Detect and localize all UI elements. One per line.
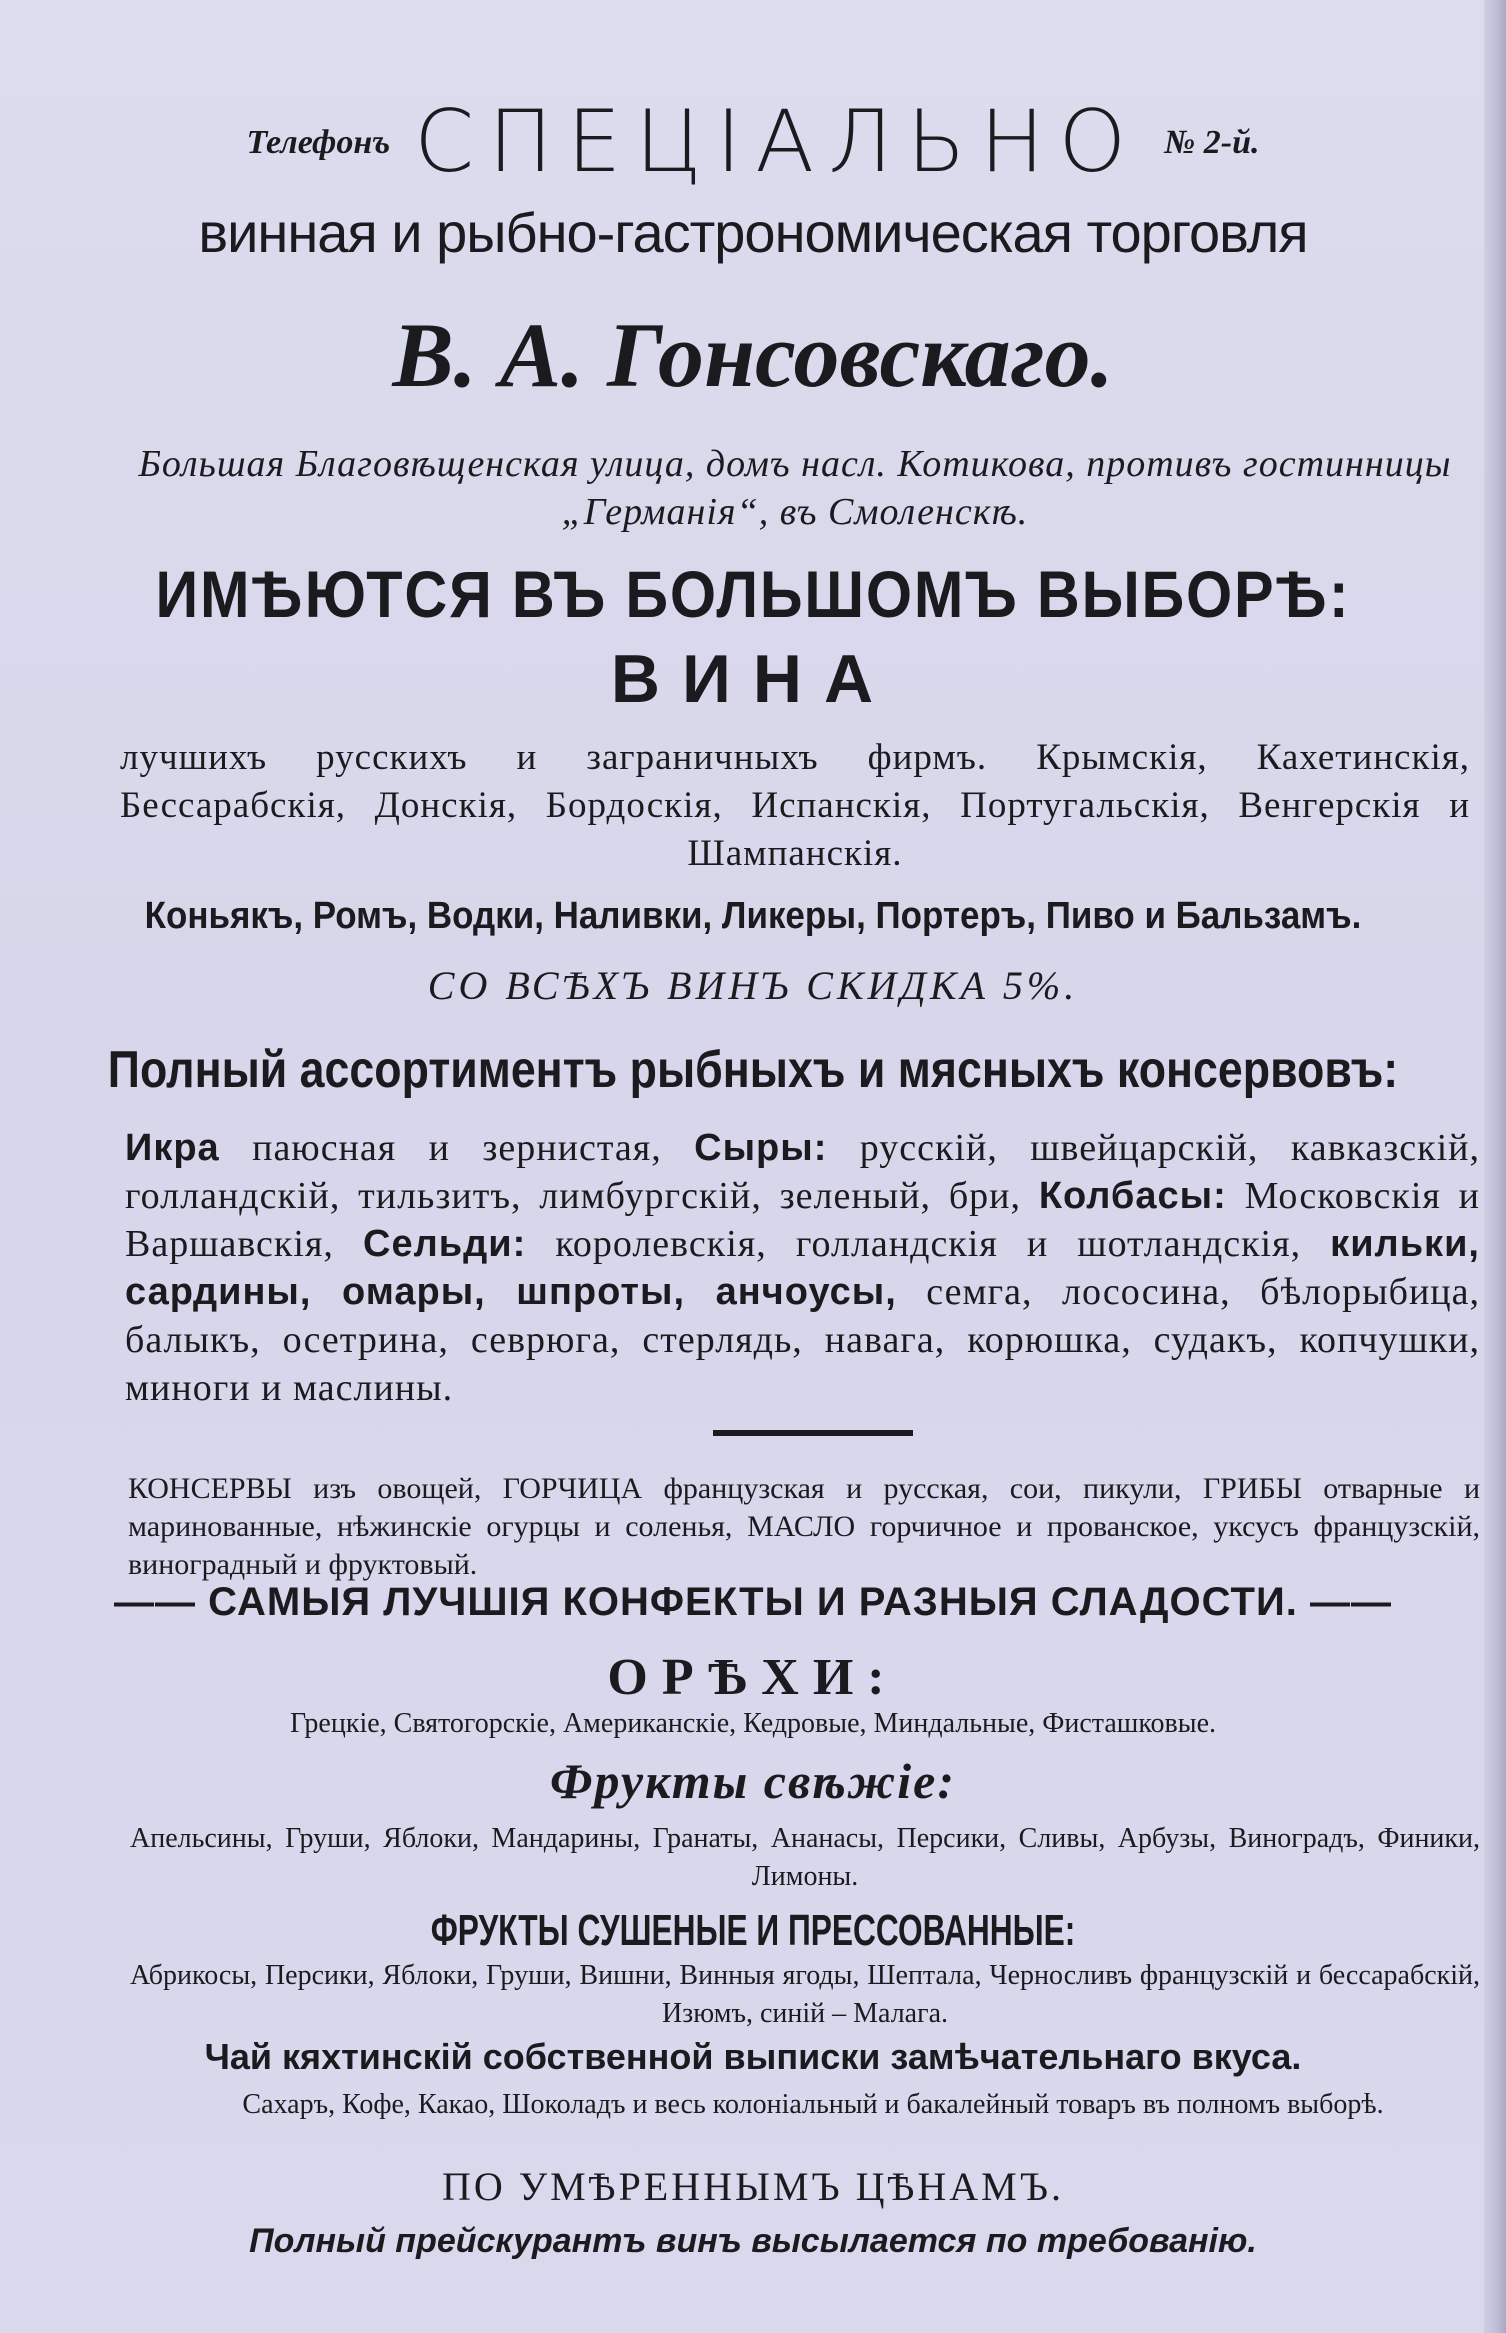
sweets-heading: —— САМЫЯ ЛУЧШІЯ КОНФЕКТЫ И РАЗНЫЯ СЛАДОСТИ. —— <box>114 1580 1392 1624</box>
phone-label: Телефонъ <box>246 124 391 161</box>
canned-ikra-text: паюсная и зернистая, <box>219 1127 695 1169</box>
canned-seldi-text: королевскія, голландскія и шотландскія, <box>526 1223 1331 1265</box>
canned-seldi: Сельди: <box>363 1223 527 1265</box>
trade-line: винная и рыбно-гастрономическая торговля <box>198 201 1308 264</box>
canned-kolbasy-text: Московскія и Варшавскія, <box>125 1175 1481 1265</box>
prices-line: ПО УМѢРЕННЫМЪ ЦѢНАМЪ. <box>442 2164 1064 2209</box>
fresh-fruits-text: Апельсины, Груши, Яблоки, Мандарины, Гранаты, Ананасы, Персики, Сливы, Арбузы, Виноградъ, Финики, Лимоны. <box>130 1823 1480 1892</box>
wines-text: лучшихъ русскихъ и заграничныхъ фирмъ. Крымскія, Кахетинскія, Бессарабскія, Донскія, Бордоскія, Испанскія, Португальскія, Венгерскія и Шампанскія. <box>120 737 1470 874</box>
tea-line: Чай кяхтинскій собственной выписки замѣчательнаго вкуса. <box>204 2036 1302 2077</box>
address: Большая Благовѣщенская улица, домъ насл. Котикова, противъ гостинницы „Германія“, въ Смоленскѣ. <box>138 443 1452 533</box>
fresh-fruits-heading: Фрукты свѣжіе: <box>549 1753 957 1809</box>
dried-fruits-heading: ФРУКТЫ СУШЕНЫЕ И ПРЕССОВАННЫЕ: <box>430 1906 1076 1955</box>
heading-choice: ИМѢЮТСЯ ВЪ БОЛЬШОМЪ ВЫБОРѢ: <box>155 557 1351 631</box>
dried-fruits-text: Абрикосы, Персики, Яблоки, Груши, Вишни, Винныя ягоды, Шептала, Черносливъ французскій и бессарабскій, Изюмъ, синій – Малага. <box>130 1960 1480 2029</box>
spirits-line: Коньякъ, Ромъ, Водки, Наливки, Ликеры, Портеръ, Пиво и Бальзамъ. <box>144 895 1362 937</box>
pricelist-line: Полный прейскурантъ винъ высылается по требованію. <box>249 2222 1257 2260</box>
phone-number: № 2-й. <box>1164 124 1260 161</box>
canned-syry: Сыры: <box>694 1127 828 1169</box>
nuts-text: Грецкіе, Святогорскіе, Американскіе, Кедровые, Миндальные, Фисташковые. <box>290 1708 1216 1739</box>
heading-canned: Полный ассортиментъ рыбныхъ и мясныхъ консервовъ: <box>107 1041 1399 1099</box>
canned-rest: семга, лососина, бѣлорыбица, балыкъ, осетрина, севрюга, стерлядь, навага, корюшка, судакъ, копчушки, миноги и маслины. <box>125 1271 1481 1409</box>
nuts-heading: ОРѢХИ: <box>607 1649 899 1706</box>
canned-kolbasy: Колбасы: <box>1038 1175 1227 1217</box>
discount-line: СО ВСѢХЪ ВИНЪ СКИДКА 5%. <box>427 963 1079 1008</box>
canned-ikra: Икра <box>125 1127 220 1169</box>
header-specially: СПЕЦІАЛЬНО <box>414 92 1141 192</box>
header-row <box>0 92 1506 192</box>
canned-bold-fish: кильки, сардины, омары, шпроты, анчоусы, <box>125 1223 1480 1313</box>
canned-syry-text: русскій, швейцарскій, кавказскій, голландскій, тильзитъ, лимбургскій, зеленый, бри, <box>125 1127 1480 1217</box>
conserves-text: КОНСЕРВЫ изъ овощей, ГОРЧИЦА французская и русская, сои, пикули, ГРИБЫ отварные и маринованные, нѣжинскіе огурцы и соленья, МАСЛО горчичное и прованское, уксусъ французскій, виноградный и фруктовый. <box>128 1472 1480 1581</box>
canned-text <box>125 1124 1480 1412</box>
sugar-text: Сахаръ, Кофе, Какао, Шоколадъ и весь колоніальный и бакалейный товаръ въ полномъ выборѣ. <box>242 2089 1384 2120</box>
heading-wines: ВИНА <box>610 641 896 717</box>
owner-name: В. А. Гонсовскаго. <box>392 304 1114 406</box>
divider-rule <box>713 1430 913 1436</box>
